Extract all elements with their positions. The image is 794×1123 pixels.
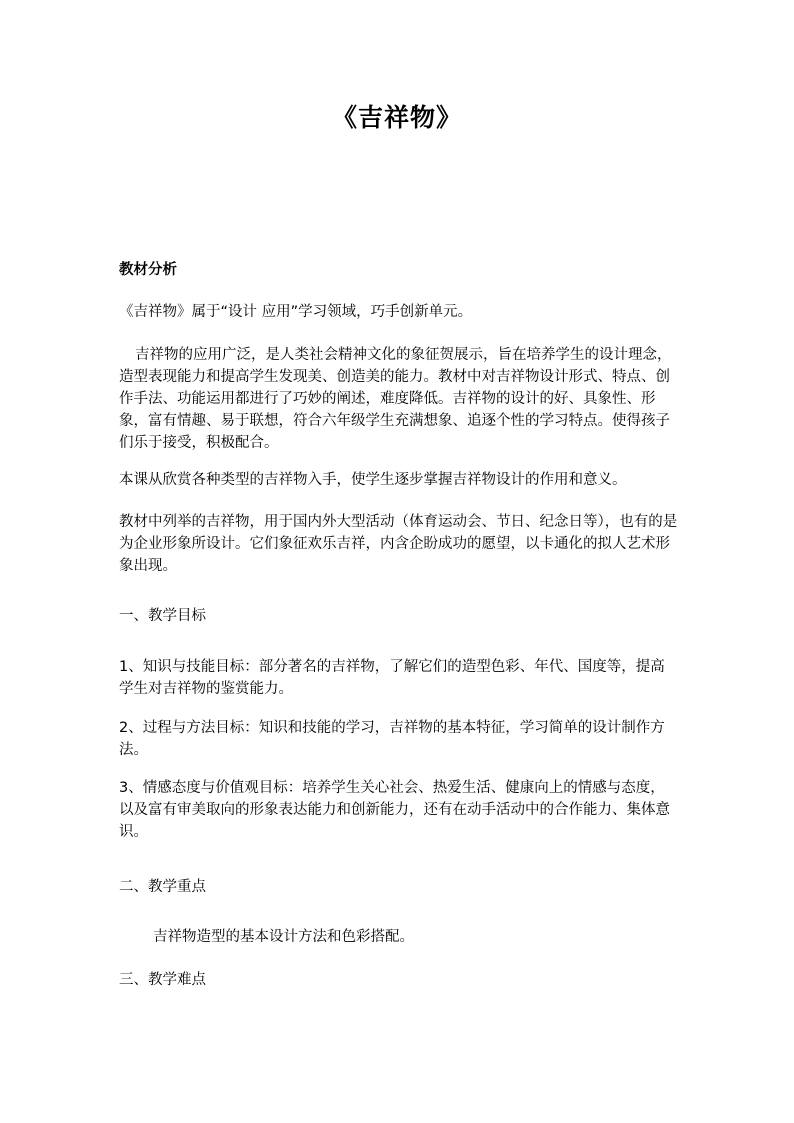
document-title: 《吉祥物》 <box>331 103 462 132</box>
section-heading-analysis: 教材分析 <box>119 262 177 278</box>
paragraph-2: 吉祥物的应用广泛，是人类社会精神文化的象征贺展示，旨在培养学生的设计理念，造型表现能力和提高学生发现美、创造美的能力。教材中对吉祥物设计形式、特点、创作手法、功能运用都进行了巧妙的阐述，难度降低。吉祥物的设计的好、具象性、形象，富有情趣、易于联想，符合六年级学生充满想象、追逐个性的学习特点。使得孩子们乐于接受，积极配合。 <box>119 347 672 451</box>
goal-item-2: 2、过程与方法目标：知识和技能的学习，吉祥物的基本特征，学习简单的设计制作方法。 <box>119 720 665 758</box>
section-heading-difficulties: 三、教学难点 <box>119 972 206 988</box>
key-point-text: 吉祥物造型的基本设计方法和色彩搭配。 <box>153 929 414 945</box>
section-heading-key-points: 二、教学重点 <box>119 879 206 895</box>
section-heading-goals: 一、教学目标 <box>119 608 206 624</box>
paragraph-4: 教材中列举的吉祥物，用于国内外大型活动（体育运动会、节日、纪念日等），也有的是为企业形象所设计。它们象征欢乐吉祥，内含企盼成功的愿望，以卡通化的拟人艺术形象出现。 <box>119 514 678 574</box>
paragraph-1: 《吉祥物》属于“设计 应用”学习领域，巧手创新单元。 <box>119 304 473 320</box>
goal-item-3: 3、情感态度与价值观目标：培养学生关心社会、热爱生活、健康向上的情感与态度，以及富有审美取向的形象表达能力和创新能力，还有在动手活动中的合作能力、集体意识。 <box>119 780 670 840</box>
goal-item-1: 1、知识与技能目标：部分著名的吉祥物，了解它们的造型色彩、年代、国度等，提高学生对吉祥物的鉴赏能力。 <box>119 659 665 697</box>
paragraph-3: 本课从欣赏各种类型的吉祥物入手，使学生逐步掌握吉祥物设计的作用和意义。 <box>119 472 627 488</box>
